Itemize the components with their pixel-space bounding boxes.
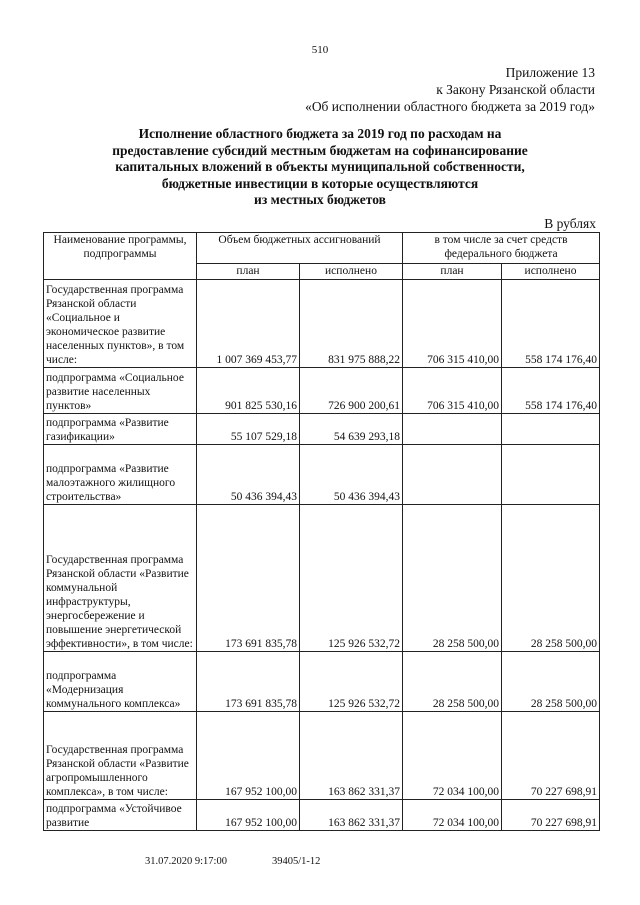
- title-line-4: бюджетные инвестиции в которые осуществляются: [161, 175, 479, 191]
- table-row: [44, 505, 600, 652]
- row-name: подпрограмма «Развитие малоэтажного жилищного строительства»: [44, 445, 197, 505]
- document-title: [0, 126, 640, 209]
- row-executed: 50 436 394,43: [300, 445, 403, 505]
- annex-block: [305, 64, 595, 115]
- row-fed-plan: 72 034 100,00: [403, 712, 502, 800]
- row-name: подпрограмма «Устойчивое развитие: [44, 800, 197, 831]
- row-executed: 54 639 293,18: [300, 414, 403, 445]
- row-plan: 55 107 529,18: [197, 414, 300, 445]
- row-plan: 167 952 100,00: [197, 800, 300, 831]
- currency-note: В рублях: [544, 216, 596, 231]
- row-fed-executed: 558 174 176,40: [502, 368, 600, 414]
- budget-table: [43, 232, 600, 831]
- row-fed-plan: [403, 445, 502, 505]
- row-fed-plan: 706 315 410,00: [403, 280, 502, 368]
- annex-line-2: к Закону Рязанской области: [436, 82, 595, 97]
- table-row: [44, 652, 600, 712]
- title-line-3: капитальных вложений в объекты муниципальной собственности,: [115, 159, 525, 174]
- title-line-1: Исполнение областного бюджета за 2019 год по расходам на: [138, 126, 502, 141]
- row-name: Государственная программа Рязанской области «Развитие агропромышленного комплекса», в том числе:: [44, 712, 197, 800]
- row-fed-plan: 72 034 100,00: [403, 800, 502, 831]
- header-plan: план: [197, 264, 300, 280]
- annex-line-3: «Об исполнении областного бюджета за 2019 год»: [305, 99, 595, 114]
- header-federal-group: в том числе за счет средств федерального бюджета: [403, 233, 600, 264]
- footer-code: 39405/1-12: [272, 856, 321, 867]
- table-row: [44, 414, 600, 445]
- row-plan: 50 436 394,43: [197, 445, 300, 505]
- row-fed-executed: [502, 414, 600, 445]
- row-fed-plan: 706 315 410,00: [403, 368, 502, 414]
- row-fed-executed: 28 258 500,00: [502, 505, 600, 652]
- annex-line-1: Приложение 13: [505, 65, 595, 80]
- row-executed: 163 862 331,37: [300, 712, 403, 800]
- header-fed-plan: план: [403, 264, 502, 280]
- row-plan: 901 825 530,16: [197, 368, 300, 414]
- row-plan: 173 691 835,78: [197, 652, 300, 712]
- row-fed-executed: [502, 445, 600, 505]
- row-fed-executed: 28 258 500,00: [502, 652, 600, 712]
- row-executed: 125 926 532,72: [300, 652, 403, 712]
- row-executed: 726 900 200,61: [300, 368, 403, 414]
- row-name: подпрограмма «Модернизация коммунального комплекса»: [44, 652, 197, 712]
- row-name: подпрограмма «Социальное развитие населенных пунктов»: [44, 368, 197, 414]
- row-name: Государственная программа Рязанской области «Социальное и экономическое развитие населенных пунктов», в том числе:: [44, 280, 197, 368]
- table-row: [44, 368, 600, 414]
- row-fed-executed: 70 227 698,91: [502, 800, 600, 831]
- row-plan: 1 007 369 453,77: [197, 280, 300, 368]
- table-row: [44, 800, 600, 831]
- table-row: [44, 280, 600, 368]
- row-executed: 163 862 331,37: [300, 800, 403, 831]
- row-fed-plan: 28 258 500,00: [403, 652, 502, 712]
- row-name: подпрограмма «Развитие газификации»: [44, 414, 197, 445]
- title-line-2: предоставление субсидий местным бюджетам на софинансирование: [112, 142, 528, 158]
- header-budget-group: Объем бюджетных ассигнований: [197, 233, 403, 264]
- title-line-5: из местных бюджетов: [254, 192, 386, 207]
- row-name: Государственная программа Рязанской области «Развитие коммунальной инфраструктуры, энергосбережение и повышение энергетической эффективности», в том числе:: [44, 505, 197, 652]
- row-fed-executed: 70 227 698,91: [502, 712, 600, 800]
- table-row: [44, 445, 600, 505]
- header-fed-executed: исполнено: [502, 264, 600, 280]
- table-row: [44, 712, 600, 800]
- header-executed: исполнено: [300, 264, 403, 280]
- row-fed-plan: 28 258 500,00: [403, 505, 502, 652]
- page-number: 510: [311, 44, 329, 56]
- footer-date: 31.07.2020 9:17:00: [145, 856, 227, 867]
- row-plan: 167 952 100,00: [197, 712, 300, 800]
- row-plan: 173 691 835,78: [197, 505, 300, 652]
- row-executed: 831 975 888,22: [300, 280, 403, 368]
- row-executed: 125 926 532,72: [300, 505, 403, 652]
- row-fed-plan: [403, 414, 502, 445]
- header-name: Наименование программы, подпрограммы: [44, 233, 197, 280]
- row-fed-executed: 558 174 176,40: [502, 280, 600, 368]
